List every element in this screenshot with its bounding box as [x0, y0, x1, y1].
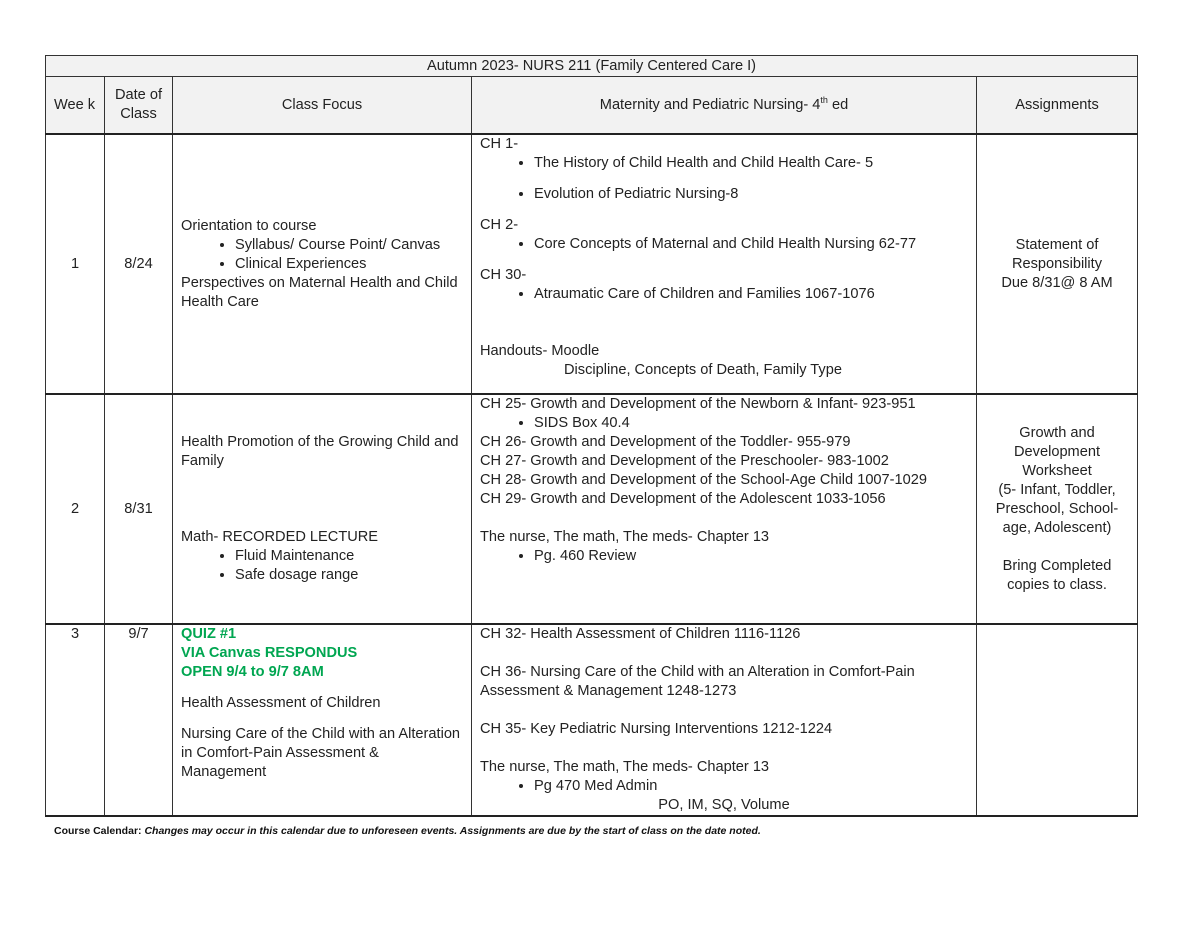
table-row [46, 394, 1138, 624]
chapter-line: CH 32- Health Assessment of Children 1116-1126 [480, 626, 801, 642]
table-title-row [46, 56, 1138, 77]
focus-line: Nursing Care of the Child with an Alteration in Comfort-Pain Assessment & Management [181, 726, 461, 780]
focus-cell [173, 394, 472, 624]
header-textbook-tail: ed [827, 96, 849, 113]
list-item: • Clinical Experiences [235, 255, 463, 274]
chapter-heading: CH 1- [480, 136, 519, 152]
chapter-line: The nurse, The math, The meds- Chapter 13 [480, 529, 770, 545]
assignment-line: Growth and Development Worksheet [1014, 424, 1101, 479]
assignment-line: Due 8/31@ 8 AM [1001, 274, 1113, 291]
header-row [46, 77, 1138, 135]
list-item: • Pg. 460 Review [534, 547, 968, 566]
header-assignments: Assignments [977, 77, 1138, 135]
chapter-list [480, 547, 968, 566]
chapter-list [480, 235, 968, 254]
chapter-line: CH 35- Key Pediatric Nursing Interventions 1212-1224 [480, 721, 833, 737]
list-item: • The History of Child Health and Child Health Care- 5 [534, 154, 968, 173]
header-textbook-text: Maternity and Pediatric Nursing- 4 [599, 96, 821, 113]
focus-line: Math- RECORDED LECTURE [181, 529, 379, 545]
chapter-line: The nurse, The math, The meds- Chapter 13 [480, 759, 770, 775]
header-class-focus: Class Focus [173, 77, 472, 135]
week-cell: 3 [46, 624, 105, 816]
header-date: Date of Class [105, 77, 173, 135]
chapter-line: CH 26- Growth and Development of the Toddler- 955-979 [480, 434, 851, 450]
chapter-line: CH 29- Growth and Development of the Adolescent 1033-1056 [480, 491, 886, 507]
footnote [54, 825, 761, 837]
quiz-title: QUIZ #1 [181, 626, 237, 642]
header-textbook-sup: th [820, 94, 828, 105]
chapter-heading: CH 30- [480, 267, 527, 283]
assignment-cell [977, 134, 1138, 394]
quiz-window: OPEN 9/4 to 9/7 8AM [181, 664, 324, 680]
quiz-method: VIA Canvas RESPONDUS [181, 645, 358, 661]
focus-list [181, 236, 463, 274]
list-item: • Safe dosage range [235, 566, 463, 585]
table-title: Autumn 2023- NURS 211 (Family Centered Care I) [46, 56, 1138, 77]
chapter-list [480, 185, 968, 204]
footnote-label: Course Calendar: [54, 825, 142, 837]
chapter-line: CH 25- Growth and Development of the Newborn & Infant- 923-951 [480, 396, 916, 412]
handouts-line: Handouts- Moodle [480, 343, 600, 359]
textbook-cell [472, 134, 977, 394]
assignment-line: (5- Infant, Toddler, Preschool, School-age, Adolescent) [995, 481, 1119, 536]
date-cell: 8/31 [105, 394, 173, 624]
chapter-heading: CH 2- [480, 217, 519, 233]
chapter-list [480, 154, 968, 173]
header-week: Wee k [46, 77, 105, 135]
focus-line: Orientation to course [181, 217, 317, 234]
focus-line: Health Promotion of the Growing Child and Family [181, 434, 459, 469]
textbook-cell [472, 394, 977, 624]
assignment-cell [977, 394, 1138, 624]
list-item: • Pg 470 Med Admin [534, 777, 968, 796]
textbook-cell [472, 624, 977, 816]
assignment-cell [977, 624, 1138, 816]
course-calendar-table [45, 55, 1138, 817]
list-item: • SIDS Box 40.4 [534, 414, 968, 433]
focus-list [181, 547, 463, 585]
table-row [46, 624, 1138, 816]
header-textbook [472, 77, 977, 135]
table-row [46, 134, 1138, 394]
week-cell: 2 [46, 394, 105, 624]
list-item: • Fluid Maintenance [235, 547, 463, 566]
chapter-line: CH 36- Nursing Care of the Child with an Alteration in Comfort-Pain Assessment & Management 1248-1273 [480, 664, 915, 699]
chapter-list [480, 285, 968, 304]
chapter-line: CH 28- Growth and Development of the School-Age Child 1007-1029 [480, 472, 927, 488]
focus-line: Health Assessment of Children [181, 695, 381, 711]
date-cell: 8/24 [105, 134, 173, 394]
footnote-text: Changes may occur in this calendar due to unforeseen events. Assignments are due by the start of class on the date noted. [141, 825, 761, 837]
date-cell: 9/7 [105, 624, 173, 816]
list-item: • Atraumatic Care of Children and Families 1067-1076 [534, 285, 968, 304]
focus-line: Perspectives on Maternal Health and Child Health Care [181, 274, 458, 310]
handouts-topics: Discipline, Concepts of Death, Family Type [564, 362, 842, 378]
list-item: • Evolution of Pediatric Nursing-8 [534, 185, 968, 204]
week-cell: 1 [46, 134, 105, 394]
assignment-line: Statement of Responsibility [1011, 236, 1103, 272]
list-item: • Core Concepts of Maternal and Child Health Nursing 62-77 [534, 235, 968, 254]
list-item: • Syllabus/ Course Point/ Canvas [235, 236, 463, 255]
chapter-list [480, 414, 968, 433]
focus-cell [173, 624, 472, 816]
chapter-list [480, 777, 968, 796]
chapter-line: CH 27- Growth and Development of the Preschooler- 983-1002 [480, 453, 889, 469]
focus-cell [173, 134, 472, 394]
assignment-line: Bring Completed copies to class. [1002, 557, 1112, 593]
med-admin-routes: PO, IM, SQ, Volume [658, 797, 790, 813]
